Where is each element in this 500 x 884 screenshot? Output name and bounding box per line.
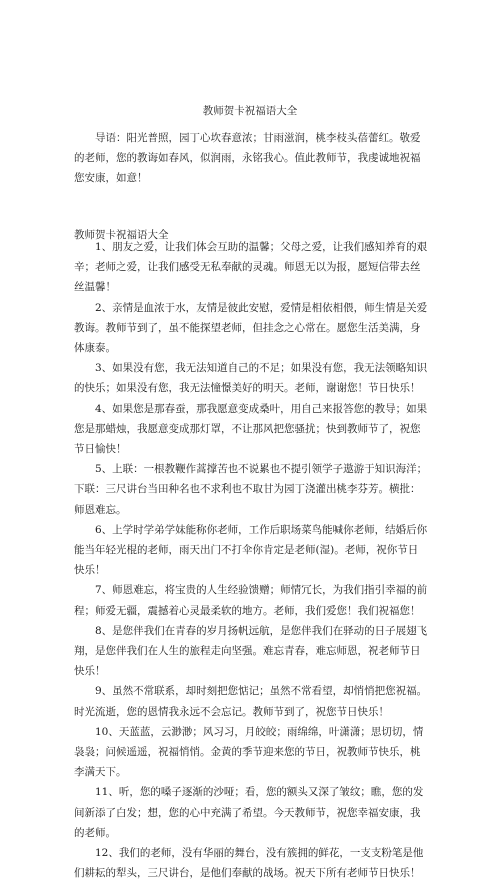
list-item: 8、是您伴我们在青春的岁月扬帆远航，是您伴我们在驿动的日子展翅飞翔，是您伴我们在人生的旅程走向坚强。难忘青春，难忘师恩，祝老师节日快乐！ (74, 624, 428, 678)
intro-paragraph: 导语：阳光普照，园丁心坎春意浓；甘雨滋润，桃李枝头蓓蕾红。敬爱的老师，您的教诲如春风，似润雨，永铭我心。值此教师节，我虔诚地祝福您安康，如意！ (74, 132, 421, 184)
list-item: 12、我们的老师，没有华丽的舞台，没有簇拥的鲜花，一支支粉笔是他们耕耘的犁头，三尺讲台，是他们奉献的战场。祝天下所有老师节日快乐！ (74, 847, 424, 880)
list-item: 2、亲情是血浓于水，友情是彼此安慰，爱情是相依相偎，师生情是关爱教诲。教师节到了，虽不能探望老师，但挂念之心常在。愿您生活美满，身体康泰。 (74, 301, 428, 355)
list-item: 6、上学时学弟学妹能称你老师，工作后职场菜鸟能喊你老师，结婚后你能当年轻光棍的老师，雨天出门不打伞你肯定是老师(湿)。老师，祝你节日快乐！ (74, 523, 428, 577)
blessing-list (74, 237, 428, 884)
document-title: 教师贺卡祝福语大全 (202, 105, 298, 117)
list-item: 4、如果您是那春蚕，那我愿意变成桑叶，用自己来报答您的教导；如果您是那蜡烛，我愿意变成那灯罩，不让那风把您骚扰；快到教师节了，祝您节日愉快！ (74, 402, 428, 456)
list-item: 7、师恩难忘，将宝贵的人生经验馈赠；师情冗长，为我们指引幸福的前程；师爱无疆，震撼着心灵最柔软的地方。老师，我们爱您！我们祝福您！ (74, 584, 428, 617)
list-item: 11、听，您的嗓子逐渐的沙哑；看，您的额头又深了皱纹；瞧，您的发间新添了白发；想，您的心中充满了希望。今天教师节，祝您幸福安康，我的老师。 (74, 786, 424, 839)
list-item: 9、虽然不常联系，却时刻把您惦记；虽然不常看望，却悄悄把您祝福。时光流逝，您的恩情我永远不会忘记。教师节到了，祝您节日快乐！ (74, 685, 428, 718)
section-heading: 教师贺卡祝福语大全 (74, 229, 169, 241)
list-item: 10、天蓝蓝，云渺渺；风习习，月皎皎；雨绵绵，叶潇潇；思切切，情袅袅；问候遥遥，祝福悄悄。金黄的季节迎来您的节日，祝教师节快乐，桃李满天下。 (74, 725, 424, 779)
list-item: 1、朋友之爱，让我们体会互助的温馨；父母之爱，让我们感知养育的艰辛；老师之爱，让我们感受无私奉献的灵魂。师恩无以为报，愿短信带去丝丝温馨！ (74, 241, 428, 294)
list-item: 3、如果没有您，我无法知道自己的不足；如果没有您，我无法领略知识的快乐；如果没有您，我无法憧憬美好的明天。老师，谢谢您！节日快乐！ (74, 362, 428, 395)
list-item: 5、上联：一根教鞭作蒿撑苦也不说累也不提引领学子遨游于知识海洋；下联：三尺讲台当田种名也不求利也不取甘为园丁浇灌出桃李芬芳。横批：师恩难忘。 (74, 463, 428, 516)
